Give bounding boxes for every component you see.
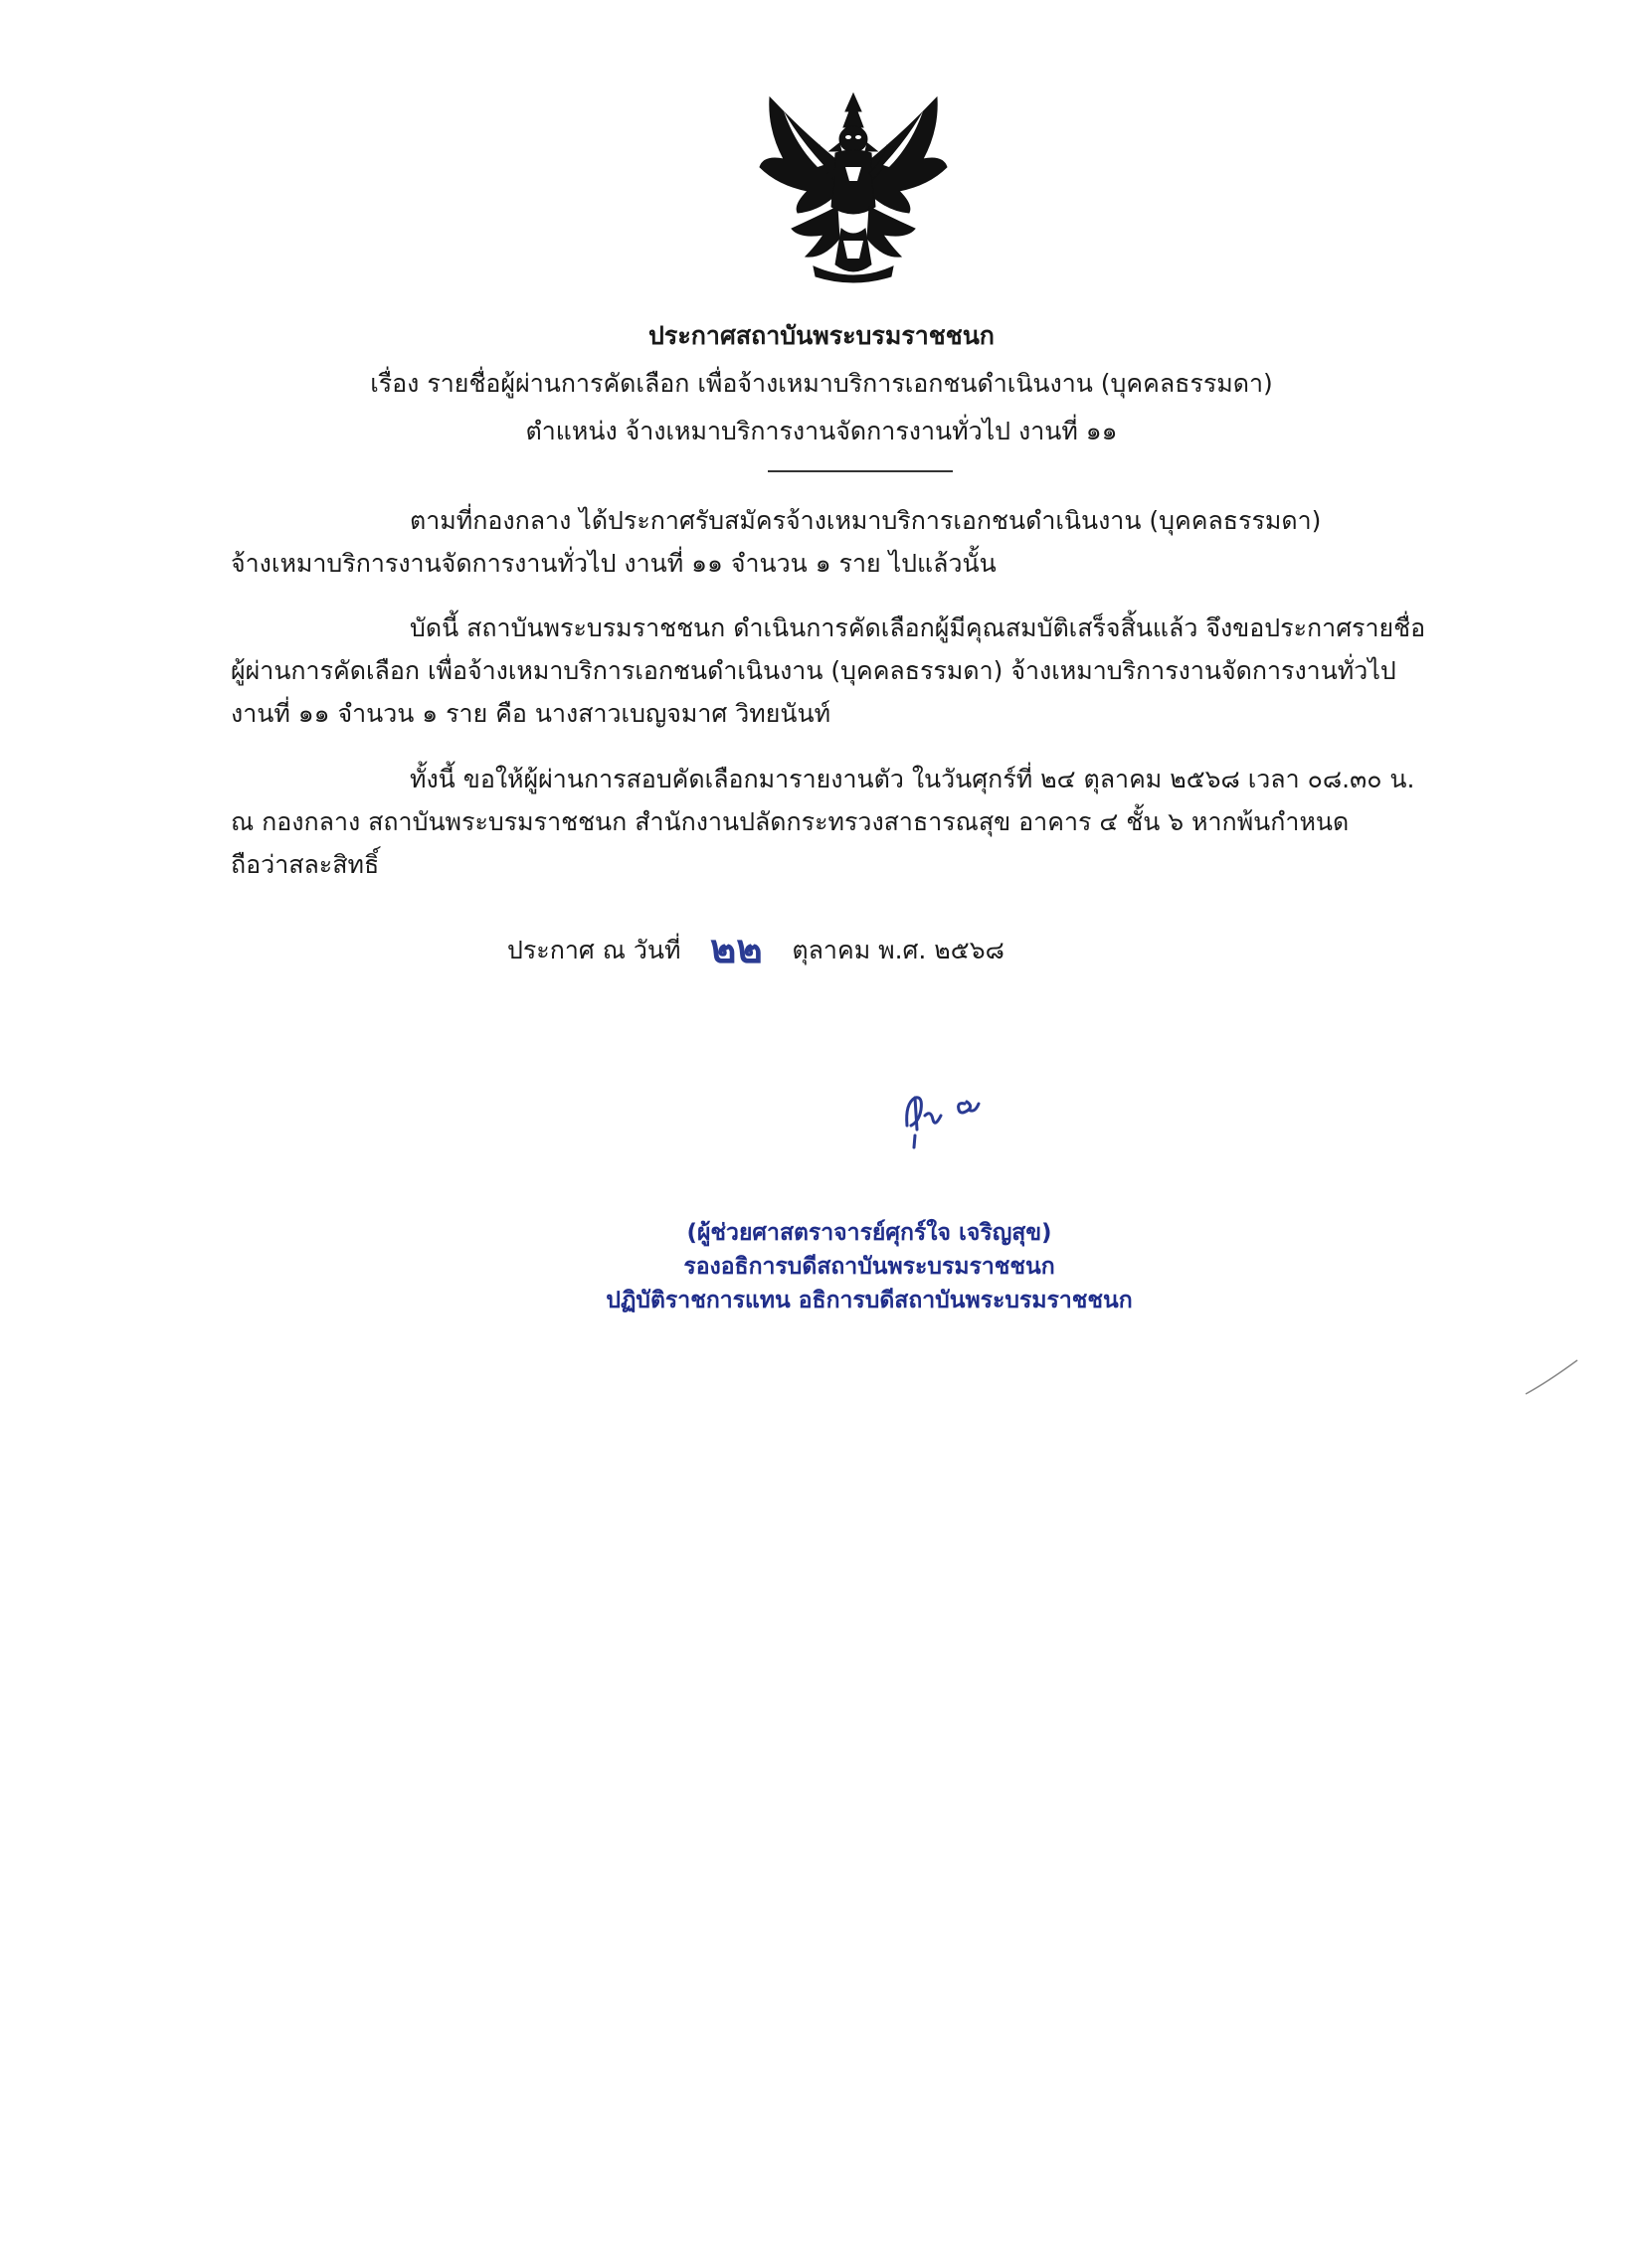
signatory-title: รองอธิการบดีสถาบันพระบรมราชชนก [683, 1254, 1055, 1280]
paragraph-line: ทั้งนี้ ขอให้ผู้ผ่านการสอบคัดเลือกมารายงานตัว ในวันศุกร์ที่ ๒๔ ตุลาคม ๒๕๖๘ เวลา ๐๘.๓๐ น. [410, 765, 1415, 793]
pen-stroke-mark [1522, 1352, 1581, 1402]
date-day-handwritten: ๒๒ [710, 926, 763, 972]
handwritten-signature [895, 1082, 1014, 1151]
paragraph-line: ตามที่กองกลาง ได้ประกาศรับสมัครจ้างเหมาบริการเอกชนดำเนินงาน (บุคคลธรรมดา) [410, 506, 1322, 535]
paragraph-line: งานที่ ๑๑ จำนวน ๑ ราย คือ นางสาวเบญจมาศ วิทยนันท์ [231, 699, 831, 728]
paragraph-line: ผู้ผ่านการคัดเลือก เพื่อจ้างเหมาบริการเอกชนดำเนินงาน (บุคคลธรรมดา) จ้างเหมาบริการงานจัดการงานทั่วไป [231, 656, 1396, 685]
announcement-date [507, 917, 1004, 980]
paragraph-line: จ้างเหมาบริการงานจัดการงานทั่วไป งานที่ ๑๑ จำนวน ๑ ราย ไปแล้วนั้น [231, 549, 997, 578]
document-title: ประกาศสถาบันพระบรมราชชนก [648, 321, 995, 350]
document-subject: เรื่อง รายชื่อผู้ผ่านการคัดเลือก เพื่อจ้างเหมาบริการเอกชนดำเนินงาน (บุคคลธรรมดา) [370, 369, 1273, 398]
signatory-name: (ผู้ช่วยศาสตราจารย์ศุกร์ใจ เจริญสุข) [686, 1220, 1052, 1246]
paragraph-reporting-instructions [231, 758, 1480, 886]
paragraph-line: บัดนี้ สถาบันพระบรมราชชนก ดำเนินการคัดเลือกผู้มีคุณสมบัติเสร็จสิ้นแล้ว จึงขอประกาศรายชื่อ [410, 613, 1426, 642]
paragraph-line: ถือว่าสละสิทธิ์ [231, 850, 380, 879]
date-prefix: ประกาศ ณ วันที่ [507, 936, 681, 964]
signatory-acting-title: ปฏิบัติราชการแทน อธิการบดีสถาบันพระบรมราชชนก [606, 1288, 1133, 1313]
date-suffix: ตุลาคม พ.ศ. ๒๕๖๘ [792, 936, 1004, 964]
document-position: ตำแหน่ง จ้างเหมาบริการงานจัดการงานทั่วไป งานที่ ๑๑ [525, 417, 1118, 445]
garuda-emblem-icon [754, 89, 953, 288]
paragraph-announcement [231, 499, 1480, 585]
paragraph-line: ณ กองกลาง สถาบันพระบรมราชชนก สำนักงานปลัดกระทรวงสาธารณสุข อาคาร ๔ ชั้น ๖ หากพ้นกำหนด [231, 807, 1350, 836]
title-divider [768, 470, 953, 472]
paragraph-selection-result [231, 607, 1480, 735]
